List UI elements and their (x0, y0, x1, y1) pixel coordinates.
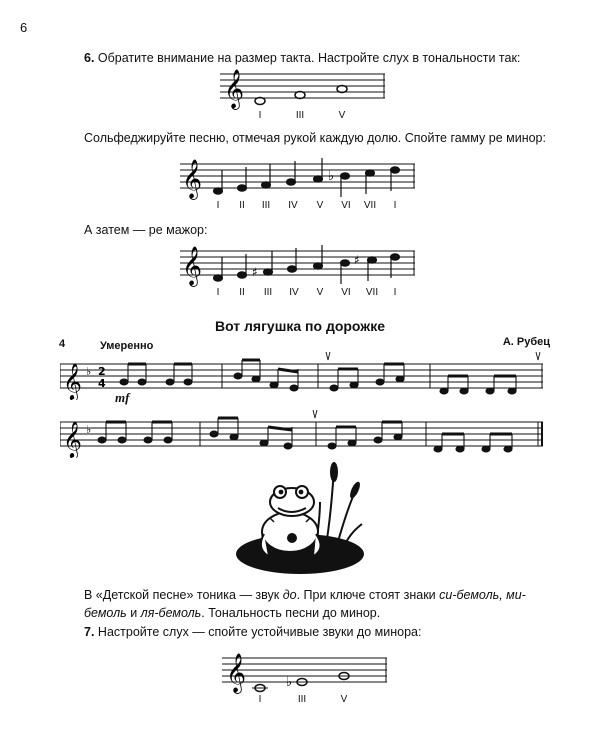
degree-label: VI (341, 200, 351, 211)
treble-clef-icon: 𝄞 (63, 420, 82, 458)
tonic-text-part: и (126, 606, 141, 620)
degree-label: VII (363, 200, 377, 211)
exercise-6-number: 6. (84, 51, 95, 65)
note-whole (255, 98, 265, 105)
staff-ex6 (220, 68, 385, 110)
paragraph-d-minor: Сольфеджируйте песню, отмечая рукой каждую долю. Спойте гамму ре минор: (84, 131, 546, 145)
treble-clef-icon: 𝄞 (226, 653, 247, 693)
song-title: Вот лягушка по дорожке (214, 318, 386, 334)
tonic-text-part: . Тональность песни до минор. (201, 606, 381, 620)
treble-clef-icon: 𝄞 (182, 159, 203, 199)
exercise-7-number: 7. (84, 625, 95, 639)
degree-label: V (338, 110, 346, 121)
song-staff-2 (60, 410, 545, 458)
page-number: 6 (20, 20, 28, 35)
note-name: ля-бемоль (140, 606, 202, 620)
exercise-7 (84, 624, 421, 640)
time-signature-top: 2 (98, 365, 106, 378)
tempo-marking: Умеренно (100, 340, 154, 352)
exercise-6-text: Обратите внимание на размер такта. Настройте слух в тональности так: (97, 51, 521, 65)
degree-label: I (216, 200, 220, 211)
degree-label: III (295, 110, 305, 121)
frog-illustration (230, 462, 365, 577)
degree-label: II (239, 200, 245, 211)
degree-label: IV (288, 200, 298, 211)
cattail (348, 480, 362, 499)
degree-label: I (393, 287, 397, 298)
note-name: до (282, 588, 297, 602)
cattail (330, 462, 338, 482)
exercise-number: 4 (59, 338, 66, 350)
degree-label: I (258, 694, 262, 705)
note-whole (337, 86, 347, 93)
paragraph-tonic (84, 586, 544, 622)
breath-mark-icon (313, 410, 317, 418)
degree-label: V (316, 287, 324, 298)
degree-label: VII (365, 287, 379, 298)
dynamic-marking: mf (115, 390, 130, 405)
treble-clef-icon: 𝄞 (63, 362, 82, 400)
exercise-6 (84, 50, 520, 66)
staff-d-minor-scale (180, 158, 415, 200)
degree-label: III (297, 694, 307, 705)
note-whole (295, 92, 305, 99)
sharp-icon: ♯ (252, 265, 258, 279)
treble-clef-icon: 𝄞 (182, 246, 203, 286)
note-name: си-бемоль, ми-бемоль (84, 588, 526, 620)
flat-icon: ♭ (286, 675, 293, 690)
sharp-icon: ♯ (354, 253, 360, 267)
song-staff-1 (60, 352, 545, 400)
degree-label: IV (289, 287, 299, 298)
breath-mark-icon (326, 352, 330, 360)
tonic-text-part: . При ключе стоят знаки (296, 588, 440, 602)
treble-clef-icon: 𝄞 (224, 69, 245, 109)
degree-label: III (263, 287, 273, 298)
flat-icon: ♭ (86, 423, 92, 436)
flat-icon: ♭ (328, 169, 335, 184)
flat-icon: ♭ (86, 365, 92, 378)
degree-label: I (216, 287, 220, 298)
staff-ex7 (222, 652, 387, 694)
degree-label: I (393, 200, 397, 211)
breath-mark-icon (536, 352, 540, 360)
degree-label: VI (341, 287, 351, 298)
degree-label: V (316, 200, 324, 211)
paragraph-d-major: А затем — ре мажор: (84, 223, 208, 237)
exercise-7-text: Настройте слух — спойте устойчивые звуки до минора: (97, 625, 422, 639)
time-signature-bottom: 4 (98, 377, 106, 390)
degree-label: V (340, 694, 348, 705)
degree-label: I (258, 110, 262, 121)
song-author: А. Рубец (502, 336, 550, 348)
degree-label: II (239, 287, 245, 298)
degree-label: III (261, 200, 271, 211)
staff-d-major-scale (180, 245, 415, 287)
tonic-text-part: В «Детской песне» тоника — звук (84, 588, 283, 602)
frog (261, 486, 321, 556)
